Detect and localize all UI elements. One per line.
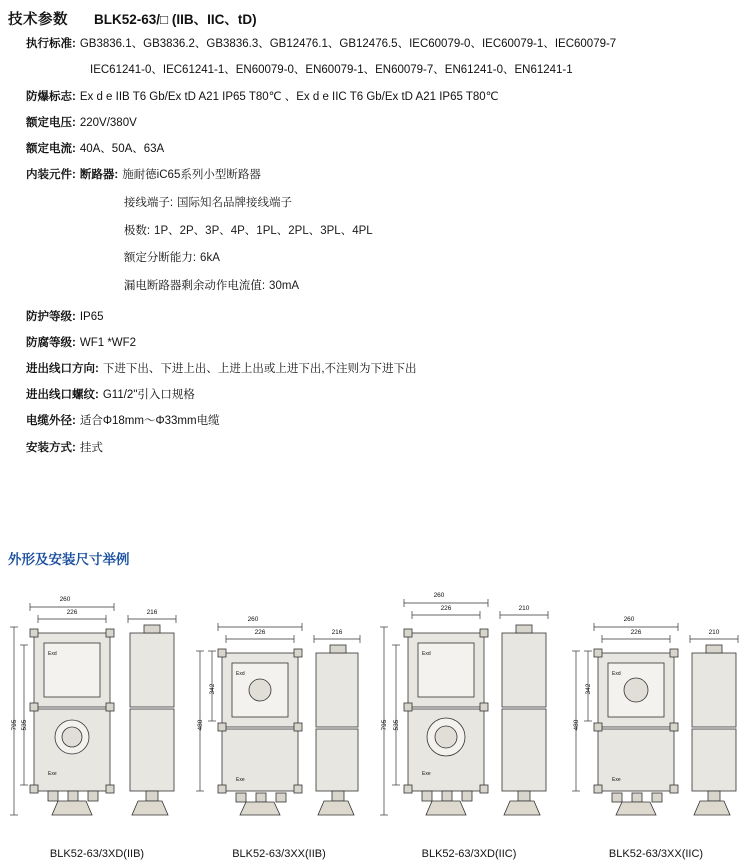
- spec-value-continued: IEC61241-0、IEC61241-1、EN60079-0、EN60079-1、EN60079-7、EN61241-0、EN61241-1: [90, 64, 573, 77]
- spec-value: 40A、50A、63A: [79, 143, 165, 156]
- inner-value: 施耐德iC65系列小型断路器: [122, 169, 261, 182]
- dim-left: 342: [585, 683, 592, 695]
- spec-header: [8, 8, 257, 29]
- mark-exd: Exd: [236, 671, 245, 677]
- spec-label: 防护等级:: [26, 310, 76, 323]
- figure-caption: BLK52-63/3XD(IIC): [421, 848, 517, 860]
- dim-top: 260: [623, 616, 635, 623]
- dimensions-section-title: 外形及安装尺寸举例: [8, 552, 130, 567]
- mark-exd: Exd: [48, 651, 57, 657]
- spec-row-protection-class: [26, 309, 742, 326]
- specification-list: [26, 36, 742, 466]
- spec-row-mounting: [26, 440, 742, 457]
- inner-value: 30mA: [269, 280, 300, 293]
- spec-value: G11/2"引入口规格: [102, 389, 195, 402]
- inner-row-breaker: [80, 167, 373, 184]
- spec-value: WF1 *WF2: [79, 336, 137, 349]
- page-title: 技术参数: [8, 12, 68, 28]
- dim-top2: 226: [254, 629, 266, 636]
- spec-label: 防腐等级:: [26, 336, 76, 349]
- dim-left: 342: [209, 683, 216, 695]
- figure-caption: BLK52-63/3XD(IIB): [49, 848, 145, 860]
- drawing-3xd-iic: [376, 585, 562, 835]
- spec-label: 额定电流:: [26, 143, 76, 156]
- spec-value: 220V/380V: [79, 117, 137, 130]
- dim-side: 216: [331, 629, 343, 636]
- dim-top: 260: [247, 616, 259, 623]
- mark-exe: Exe: [236, 777, 245, 783]
- drawing-3xd-iib: [8, 585, 186, 835]
- spec-label: 额定电压:: [26, 117, 76, 130]
- mark-exd: Exd: [612, 671, 621, 677]
- spec-value: 挂式: [79, 441, 103, 454]
- dim-left2: 480: [197, 719, 204, 731]
- dim-top2: 226: [630, 629, 642, 636]
- dim-top2: 226: [440, 605, 452, 612]
- spec-label: 电缆外径:: [26, 415, 76, 428]
- mark-exe: Exe: [612, 777, 621, 783]
- spec-row-standards-cont: [86, 62, 742, 79]
- dim-top: 260: [433, 592, 445, 599]
- spec-label: 进出线口方向:: [26, 363, 99, 376]
- figure-blk52-63-3xx-iib: [190, 585, 368, 860]
- drawing-3xx-iib: [190, 585, 368, 835]
- spec-row-cable-diameter: [26, 413, 742, 430]
- spec-row-ex-marking: [26, 89, 742, 106]
- spec-value: 下进下出、下进上出、上进上出或上进下出,不注则为下进下出: [102, 363, 417, 376]
- inner-components-list: [80, 167, 373, 294]
- spec-value: 适合Φ18mm～Φ33mm电缆: [79, 415, 220, 428]
- figure-blk52-63-3xx-iic: [566, 585, 746, 860]
- spec-label: 安装方式:: [26, 441, 76, 454]
- inner-label: 漏电断路器剩余动作电流值:: [123, 280, 266, 293]
- inner-label: 极数:: [123, 224, 151, 237]
- spec-row-inner-components: [26, 167, 742, 294]
- spec-row-anticorrosion-class: [26, 335, 742, 352]
- dim-side: 210: [518, 605, 530, 612]
- spec-row-cable-entry-direction: [26, 361, 742, 378]
- inner-value: 国际知名品牌接线端子: [177, 197, 293, 210]
- spec-value: Ex d e IIB T6 Gb/Ex tD A21 IP65 T80℃ 、Ex d e IIC T6 Gb/Ex tD A21 IP65 T80℃: [79, 90, 499, 103]
- figure-blk52-63-3xd-iic: [376, 585, 562, 860]
- dim-left: 795: [381, 719, 388, 731]
- spec-label: 执行标准:: [26, 38, 76, 50]
- drawing-3xx-iic: [566, 585, 746, 835]
- model-name: BLK52-63/□ (IIB、IIC、tD): [94, 12, 257, 27]
- figure-blk52-63-3xd-iib: [8, 585, 186, 860]
- spec-row-cable-entry-thread: [26, 387, 742, 404]
- inner-row-residual-current: [124, 278, 373, 295]
- inner-label: 额定分断能力:: [123, 252, 197, 265]
- mark-exd: Exd: [422, 651, 431, 657]
- inner-label: 断路器:: [79, 169, 119, 182]
- dim-left2: 535: [393, 719, 400, 731]
- dim-top: 260: [59, 596, 71, 603]
- dim-left: 795: [11, 719, 18, 731]
- spec-label: 防爆标志:: [26, 90, 76, 103]
- spec-label: 进出线口螺纹:: [26, 389, 99, 402]
- mark-exe: Exe: [422, 771, 431, 777]
- inner-value: 1P、2P、3P、4P、1PL、2PL、3PL、4PL: [154, 224, 373, 237]
- spec-value: IP65: [79, 310, 104, 323]
- inner-row-poles: [124, 223, 373, 240]
- dim-side: 210: [708, 629, 720, 636]
- spec-label: 内装元件:: [26, 169, 76, 182]
- dimension-figures: [0, 585, 750, 860]
- inner-label: 接线端子:: [123, 197, 174, 210]
- inner-row-terminal: [124, 195, 373, 212]
- dim-top2: 226: [66, 609, 78, 616]
- dim-left2: 480: [573, 719, 580, 731]
- figure-caption: BLK52-63/3XX(IIB): [232, 848, 326, 860]
- spec-row-rated-voltage: [26, 115, 742, 132]
- figure-caption: BLK52-63/3XX(IIC): [608, 848, 704, 860]
- inner-value: 6kA: [200, 252, 220, 265]
- mark-exe: Exe: [48, 771, 57, 777]
- spec-value: GB3836.1、GB3836.2、GB3836.3、GB12476.1、GB12476.5、IEC60079-0、IEC60079-1、IEC60079-7: [79, 38, 617, 50]
- spec-row-rated-current: [26, 141, 742, 158]
- dim-left2: 535: [21, 719, 28, 731]
- spec-row-standards: [26, 36, 742, 53]
- inner-row-breaking-capacity: [124, 250, 373, 267]
- dim-side: 216: [146, 609, 158, 616]
